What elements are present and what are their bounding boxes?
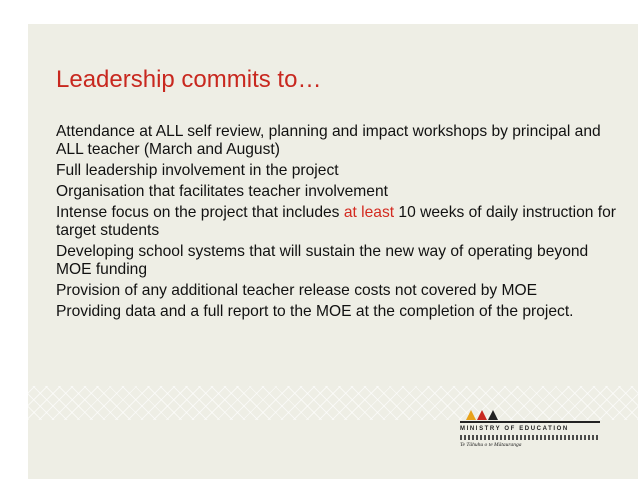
logo-name: MINISTRY OF EDUCATION	[460, 426, 569, 432]
ministry-logo	[460, 408, 610, 458]
list-item-text: Intense focus on the project that includes	[56, 204, 344, 221]
logo-pattern-rule	[460, 435, 600, 440]
slide-title: Leadership commits to…	[56, 66, 322, 93]
list-item: Providing data and a full report to the MOE at the completion of the project.	[56, 303, 574, 320]
highlight-text: at least	[343, 204, 395, 221]
slide	[28, 24, 638, 479]
list-item: Developing school systems that will sustain the new way of operating beyond MOE funding	[56, 243, 589, 278]
list-item-text: 10 weeks of daily instruction for target students	[56, 204, 616, 239]
bullet-list	[56, 123, 616, 324]
three-triangles-icon	[466, 408, 498, 420]
list-item: Full leadership involvement in the project	[56, 162, 339, 179]
logo-subtitle: Te Tāhuhu o te Mātauranga	[460, 442, 522, 448]
list-item: Attendance at ALL self review, planning and impact workshops by principal and ALL teacher (March and August)	[56, 123, 601, 158]
list-item: Organisation that facilitates teacher involvement	[56, 183, 388, 200]
list-item	[56, 204, 616, 240]
list-item: Provision of any additional teacher release costs not covered by MOE	[56, 282, 538, 299]
logo-rule	[460, 421, 600, 423]
